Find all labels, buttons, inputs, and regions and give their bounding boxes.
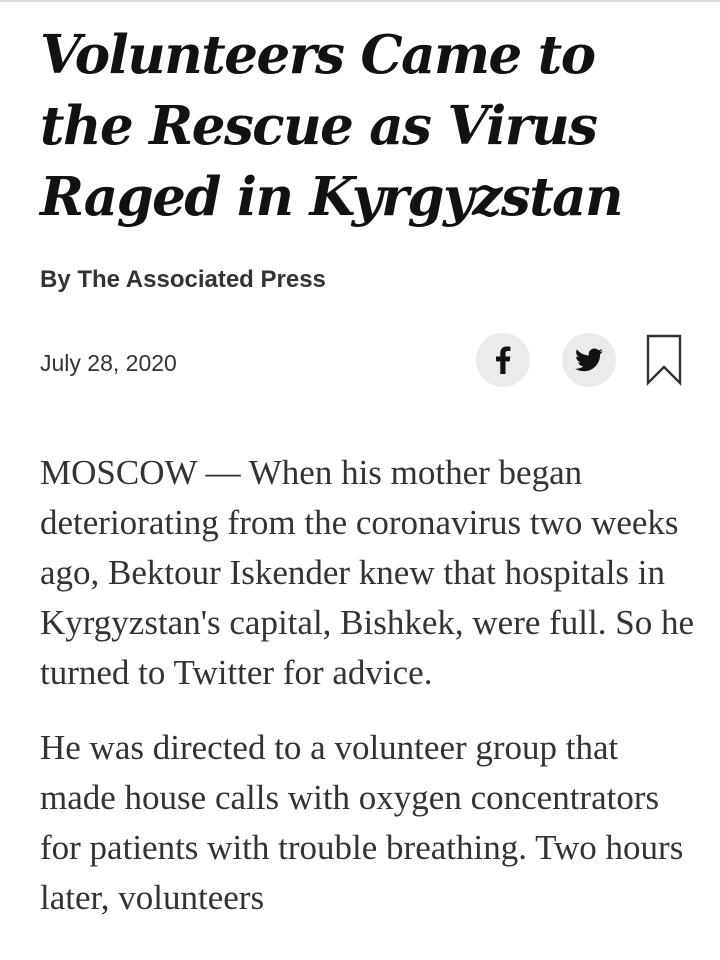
article-paragraph: He was directed to a volunteer group that made house calls with oxygen concentrators for patients with trouble breathing. Two hours later, volunteers <box>40 728 684 917</box>
twitter-icon <box>575 348 603 372</box>
bookmark-icon <box>646 334 682 386</box>
article-paragraph: MOSCOW — When his mother began deteriorating from the coronavirus two weeks ago, Bektour Iskender knew that hospitals in Kyrgyzstan's capital, Bishkek, were full. So he turned to Twitter for advice. <box>40 453 694 692</box>
article-byline: By The Associated Press <box>40 266 326 293</box>
twitter-share-button[interactable] <box>562 333 616 387</box>
top-divider <box>0 0 720 2</box>
article-body <box>40 448 700 948</box>
facebook-share-button[interactable] <box>476 333 530 387</box>
article-date: July 28, 2020 <box>40 350 177 376</box>
save-article-button[interactable] <box>646 334 682 386</box>
facebook-icon <box>495 346 511 374</box>
article-headline: Volunteers Came to the Rescue as Virus Raged in Kyrgyzstan <box>40 24 623 228</box>
